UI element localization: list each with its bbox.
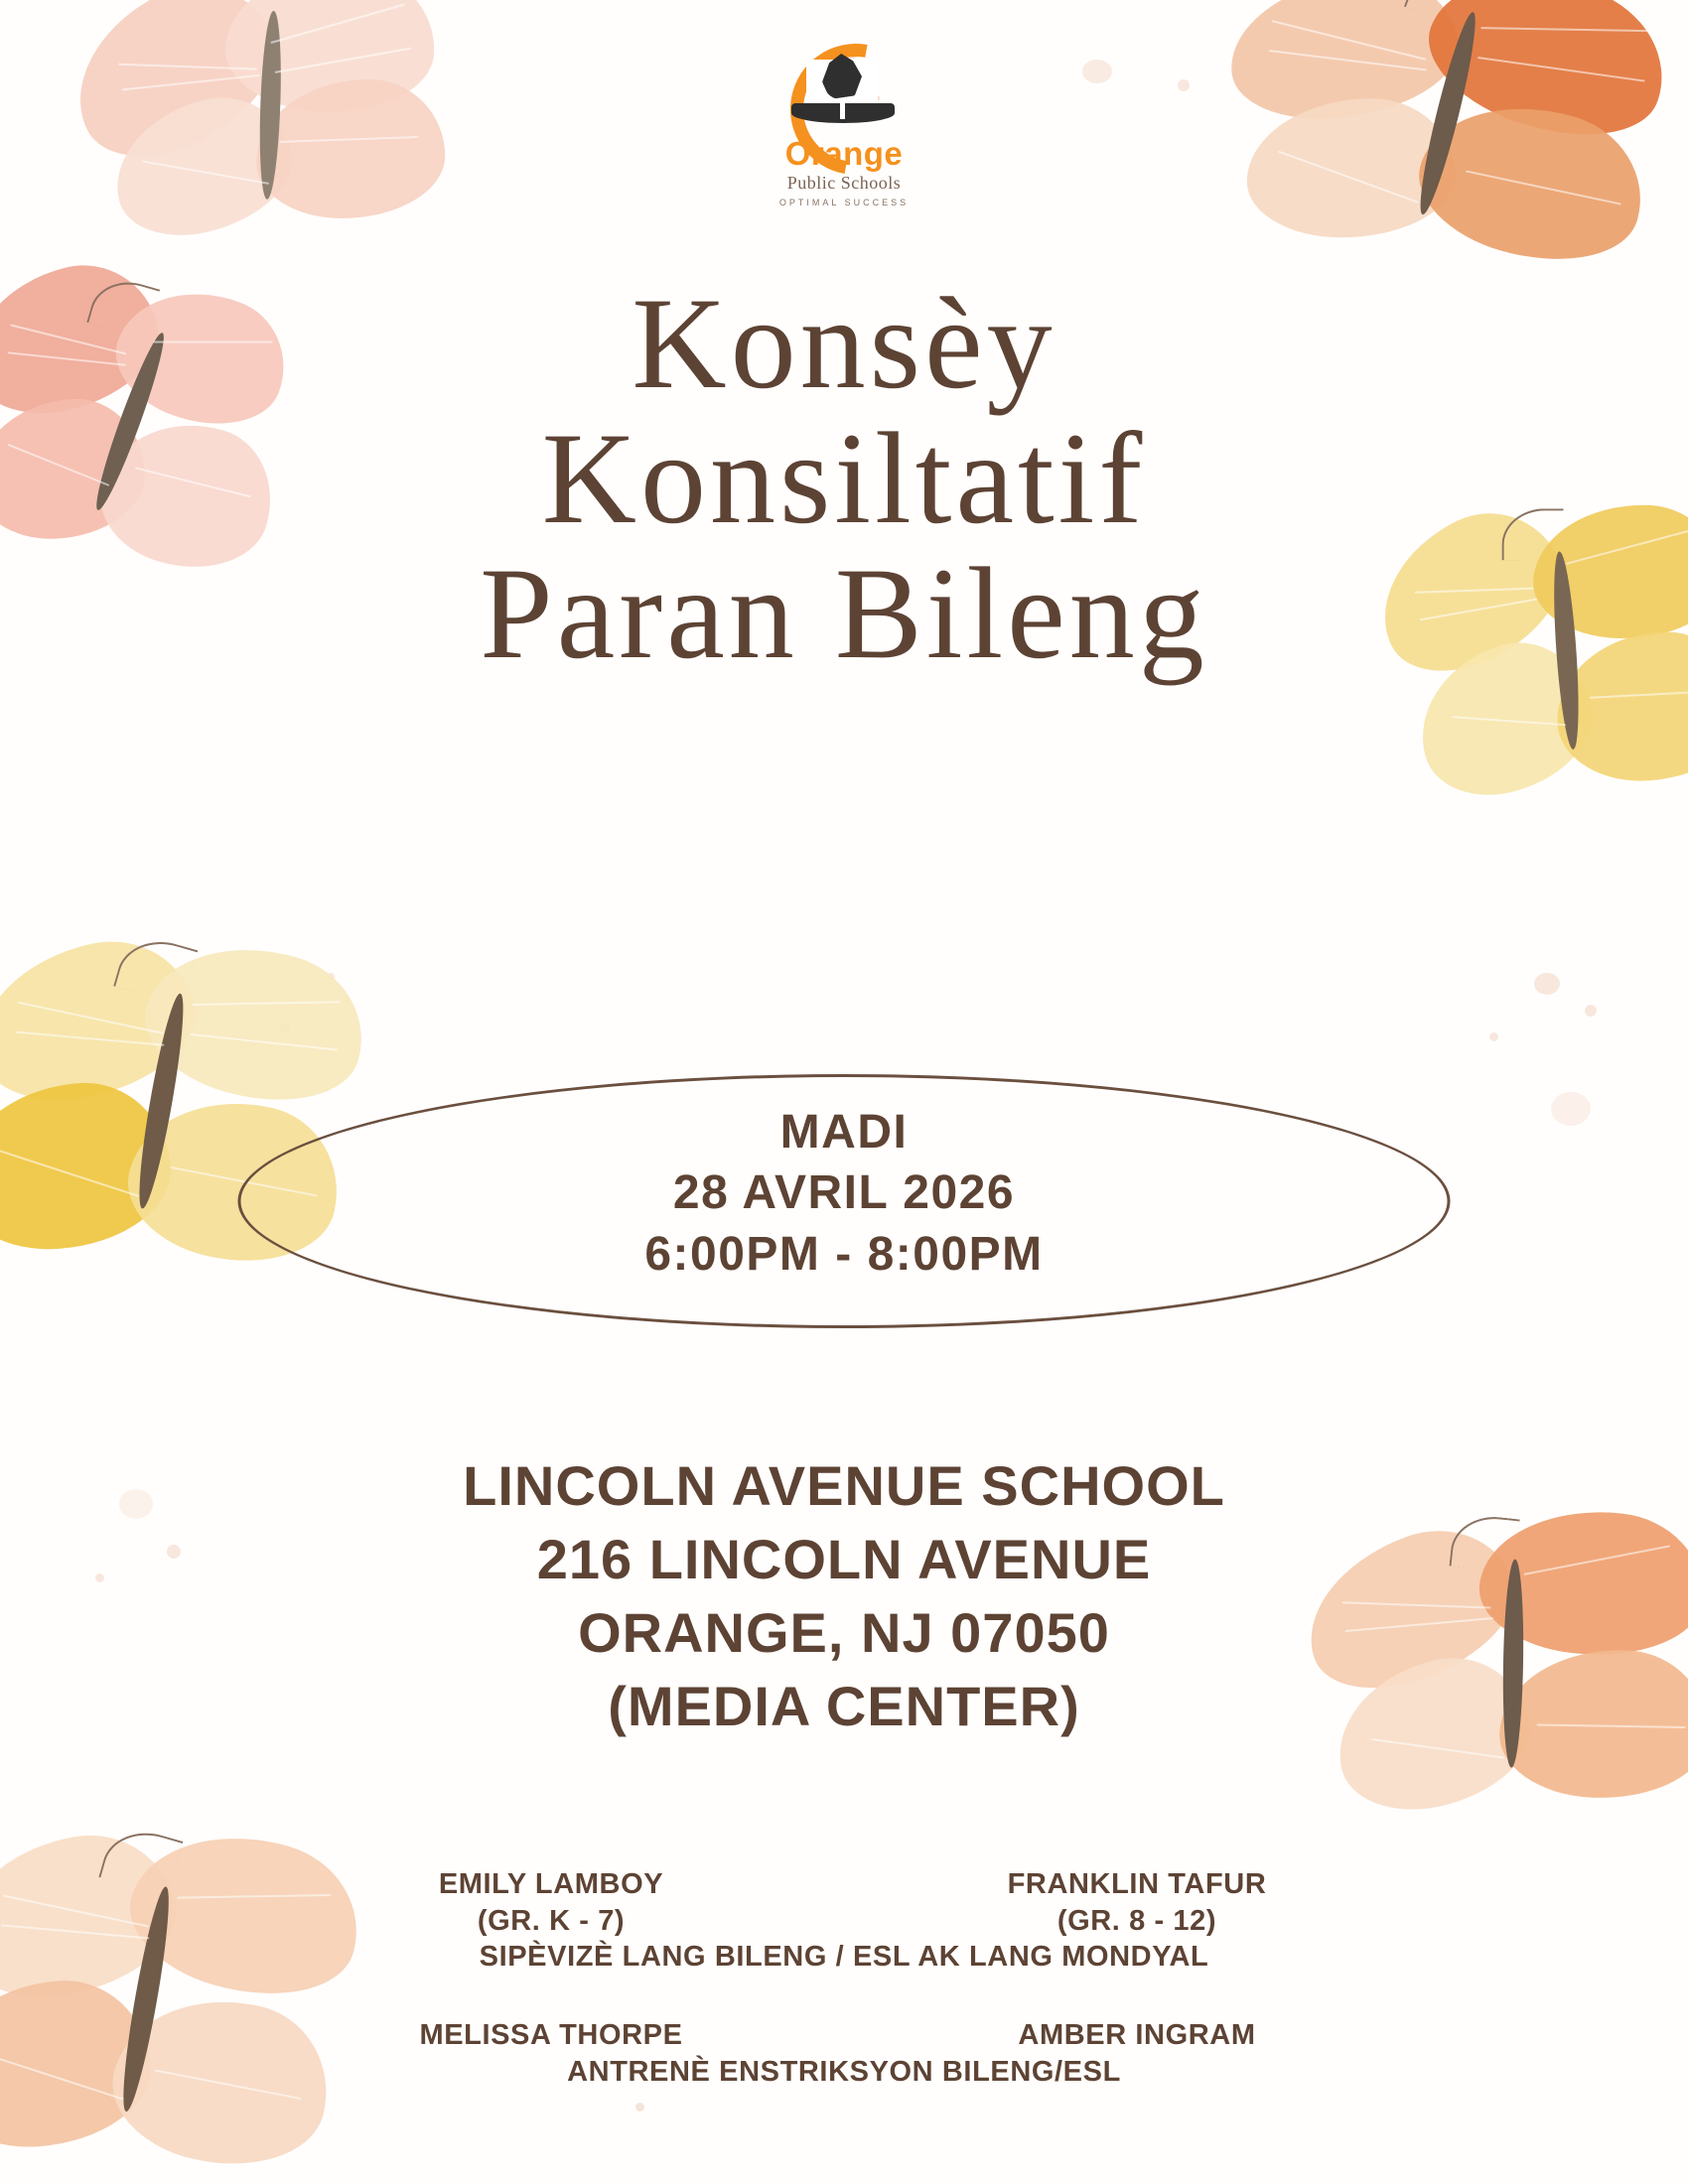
title-line-2: Konsiltatif bbox=[541, 404, 1147, 551]
logo-subtitle: Public Schools bbox=[786, 173, 902, 193]
staff-contacts bbox=[268, 1866, 1420, 2089]
venue-line-3: ORANGE, NJ 07050 bbox=[578, 1600, 1110, 1664]
staff-name: FRANKLIN TAFUR bbox=[1007, 1868, 1267, 1900]
orange-public-schools-logo-icon bbox=[778, 40, 910, 135]
speckle bbox=[1534, 973, 1560, 995]
event-time: 6:00PM - 8:00PM bbox=[644, 1227, 1044, 1281]
event-day: MADI bbox=[779, 1106, 909, 1159]
staff-row bbox=[268, 1866, 1420, 1939]
staff-name: EMILY LAMBOY bbox=[438, 1868, 664, 1900]
staff-name: MELISSA THORPE bbox=[419, 2019, 683, 2052]
title-line-3: Paran Bileng bbox=[480, 539, 1208, 686]
speckle bbox=[1585, 1005, 1597, 1017]
speckle bbox=[328, 973, 335, 980]
staff-entry bbox=[928, 2017, 1345, 2054]
speckle bbox=[1551, 1092, 1591, 1126]
logo-tagline: OPTIMAL SUCCESS bbox=[778, 198, 910, 207]
speckle bbox=[1489, 1032, 1498, 1041]
page-title bbox=[0, 270, 1688, 686]
district-logo bbox=[730, 40, 958, 207]
speckle bbox=[635, 2103, 644, 2112]
staff-role-2: ANTRENÈ ENSTRIKSYON BILENG/ESL bbox=[567, 2055, 1121, 2088]
title-line-1: Konsèy bbox=[632, 270, 1056, 416]
speckle bbox=[1082, 60, 1112, 83]
staff-grades: (GR. K - 7) bbox=[477, 1904, 626, 1937]
butterfly-decoration bbox=[51, 0, 505, 308]
logo-name: Orange bbox=[784, 135, 904, 172]
butterfly-decoration bbox=[1205, 0, 1688, 322]
event-datetime bbox=[397, 1102, 1291, 1285]
staff-entry bbox=[343, 1866, 760, 1939]
venue-line-4: (MEDIA CENTER) bbox=[608, 1674, 1080, 1737]
staff-entry bbox=[343, 2017, 760, 2054]
staff-entry bbox=[928, 1866, 1345, 1939]
speckle bbox=[280, 1023, 290, 1032]
staff-row bbox=[268, 2017, 1420, 2054]
speckle bbox=[1178, 79, 1190, 91]
speckle bbox=[167, 1545, 181, 1559]
spacer bbox=[268, 1974, 1420, 2017]
speckle bbox=[95, 1573, 104, 1582]
staff-role-1: SIPÈVIZÈ LANG BILENG / ESL AK LANG MONDYAL bbox=[479, 1941, 1209, 1974]
staff-grades: (GR. 8 - 12) bbox=[1056, 1904, 1217, 1937]
venue-line-1: LINCOLN AVENUE SCHOOL bbox=[463, 1454, 1225, 1517]
speckle bbox=[119, 1489, 153, 1519]
staff-name: AMBER INGRAM bbox=[1018, 2019, 1256, 2052]
event-date: 28 AVRIL 2026 bbox=[672, 1166, 1016, 1220]
venue-line-2: 216 LINCOLN AVENUE bbox=[536, 1527, 1152, 1590]
event-venue bbox=[248, 1449, 1440, 1743]
speckle bbox=[1470, 1707, 1478, 1716]
